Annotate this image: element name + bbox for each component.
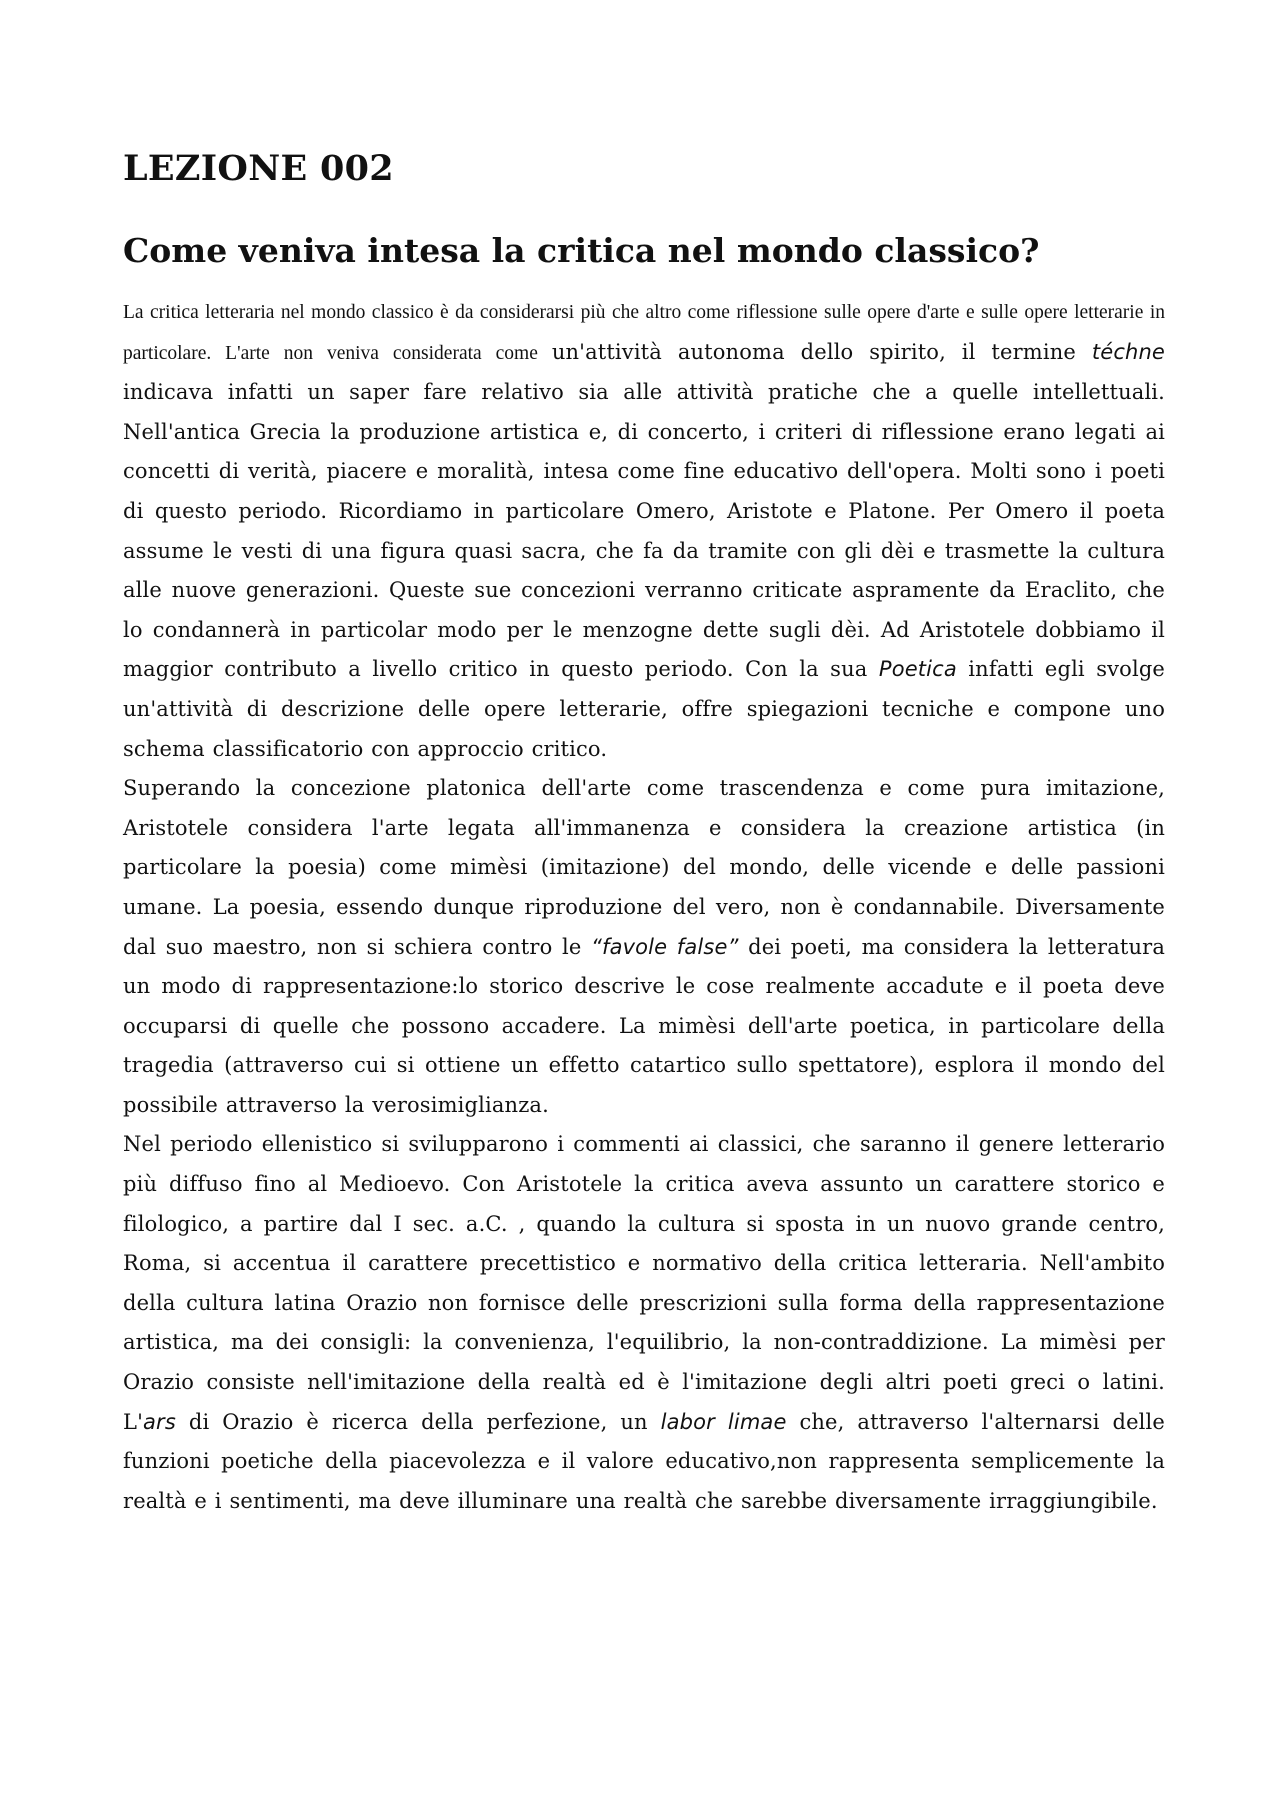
paragraph-3-text-c: che, attraverso l'alternarsi delle funzioni poetiche della piacevolezza e il valore educativo,non rappresenta semplicemente la realtà e i sentimenti, ma deve illuminare una realtà che sarebbe diversamente irraggiungibile. xyxy=(123,1409,1165,1513)
lesson-title: LEZIONE 002 xyxy=(123,148,394,189)
paragraph-1 xyxy=(123,292,1165,769)
paragraph-1-text-c: infatti egli svolge un'attività di descrizione delle opere letterarie, offre spiegazioni tecniche e compone uno schema classificatorio con approccio critico. xyxy=(123,657,1166,761)
paragraph-1-intro: La critica letteraria nel mondo classico è da considerarsi più che altro come riflessione sulle opere d'arte e sulle opere letterarie in particolare. L'arte non veniva considerata come xyxy=(123,302,1165,364)
term-labor-limae: labor limae xyxy=(660,1409,787,1434)
paragraph-3 xyxy=(123,1125,1165,1521)
paragraph-1-text-b: indicava infatti un saper fare relativo sia alle attività pratiche che a quelle intellettuali. Nell'antica Grecia la produzione artistica e, di concerto, i criteri di riflessione erano legati ai concetti di verità, piacere e moralità, intesa come fine educativo dell'opera. Molti sono i poeti di questo periodo. Ricordiamo in particolare Omero, Aristote e Platone. Per Omero il poeta assume le vesti di una figura quasi sacra, che fa da tramite con gli dèi e trasmette la cultura alle nuove generazioni. Queste sue concezioni verranno criticate aspramente da Eraclito, che lo condannerà in particolar modo per le menzogne dette sugli dèi. Ad Aristotele dobbiamo il maggior contributo a livello critico in questo periodo. Con la sua xyxy=(123,380,1165,682)
paragraph-1-text-a: un'attività autonoma dello spirito, il termine xyxy=(551,339,1092,364)
paragraph-2-text-a: Superando la concezione platonica dell'arte come trascendenza e come pura imitazione, Aristotele considera l'arte legata all'immanenza e considera la creazione artistica (in particolare la poesia) come mimèsi (imitazione) del mondo, delle vicende e delle passioni umane. La poesia, essendo dunque riproduzione del vero, non è condannabile. Diversamente dal suo maestro, non si schiera contro le xyxy=(123,776,1165,959)
term-poetica: Poetica xyxy=(878,657,957,682)
paragraph-2 xyxy=(123,769,1165,1125)
term-ars: ars xyxy=(143,1409,176,1434)
term-techne: téchne xyxy=(1091,339,1165,364)
document-content xyxy=(123,144,1165,1521)
term-favole-false: “favole false” xyxy=(591,934,739,959)
paragraph-3-text-b: di Orazio è ricerca della perfezione, un xyxy=(175,1409,661,1434)
section-heading: Come veniva intesa la critica nel mondo classico? xyxy=(123,231,1040,270)
paragraph-3-text-a: Nel periodo ellenistico si svilupparono i commenti ai classici, che saranno il genere letterario più diffuso fino al Medioevo. Con Aristotele la critica aveva assunto un carattere storico e filologico, a partire dal I sec. a.C. , quando la cultura si sposta in un nuovo grande centro, Roma, si accentua il carattere precettistico e normativo della critica letteraria. Nell'ambito della cultura latina Orazio non fornisce delle prescrizioni sulla forma della rappresentazione artistica, ma dei consigli: la convenienza, l'equilibrio, la non-contraddizione. La mimèsi per Orazio consiste nell'imitazione della realtà ed è l'imitazione degli altri poeti greci o latini. L' xyxy=(123,1132,1165,1434)
paragraph-2-text-b: dei poeti, ma considera la letteratura un modo di rappresentazione:lo storico descrive le cose realmente accadute e il poeta deve occuparsi di quelle che possono accadere. La mimèsi dell'arte poetica, in particolare della tragedia (attraverso cui si ottiene un effetto catartico sullo spettatore), esplora il mondo del possibile attraverso la verosimiglianza. xyxy=(123,934,1165,1117)
